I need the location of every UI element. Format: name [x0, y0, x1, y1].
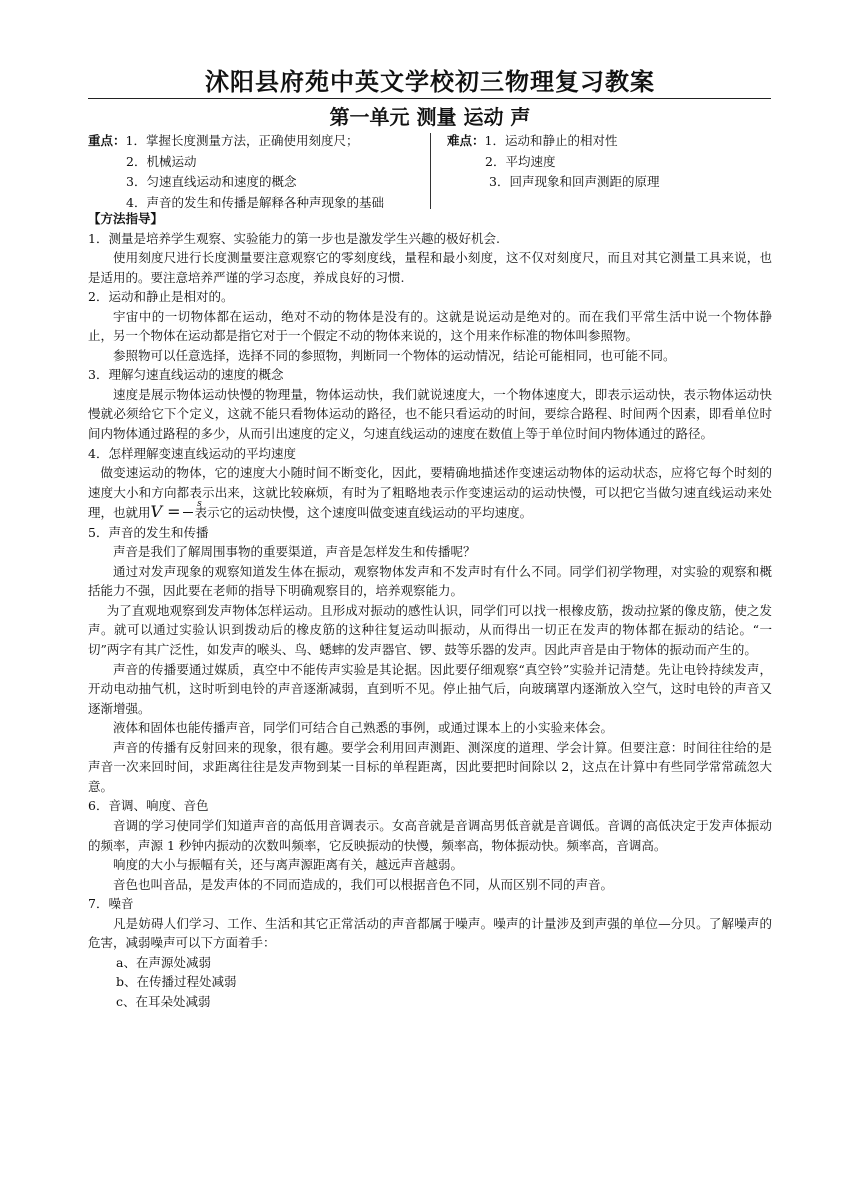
key-points: [88, 131, 384, 213]
key-points-label: 重点：: [88, 133, 126, 148]
method-heading: 【方法指导】: [88, 211, 164, 226]
paragraph-text: 表示它的运动快慢，这个速度叫做变速直线运动的平均速度。: [194, 505, 533, 521]
key-point-item: 1．掌握长度测量方法，正确使用刻度尺；: [125, 133, 359, 148]
paragraph: 音色也叫音品，是发声体的不同而造成的，我们可以根据音色不同，从而区别不同的声音。: [113, 876, 614, 892]
section-title: 3．理解匀速直线运动的速度的概念: [88, 367, 284, 383]
paragraph: 声音的传播要通过媒质，真空中不能传声实验是其论据。因此要仔细观察“真空铃”实验并记清楚。先让电铃持续发声，开动电动抽气机，这时听到电铃的声音逐渐减弱，直到听不见。停止抽气后，向玻璃罩内逐渐放入空气，这时电铃的声音又逐渐增强。: [88, 661, 772, 716]
paragraph: 音调的学习使同学们知道声音的高低用音调表示。女高音就是音调高男低音就是音调低。音调的高低决定于发声体振动的频率，声源 1 秒钟内振动的次数叫频率，它反映振动的快慢，频率高，物体振动快。频率高，音调高。: [88, 817, 772, 853]
paragraph: 速度是展示物体运动快慢的物理量，物体运动快，我们就说速度大，一个物体速度大，即表示运动快，表示物体运动快慢就必须给它下个定义，这就不能只看物体运动的路径，也不能只看运动的时间，要综合路程、时间两个因素，即看单位时间内物体通过路程的多少，从而引出速度的定义，匀速直线运动的速度在数值上等于单位时间内物体通过的路径。: [88, 386, 772, 442]
school-title: 沭阳县府苑中英文学校初三物理复习教案: [205, 68, 655, 96]
paragraph: 响度的大小与振幅有关，还与离声源距离有关，越远声音越弱。: [113, 857, 464, 873]
list-item: a、在声源处减弱: [116, 954, 211, 970]
section-title: 4．怎样理解变速直线运动的平均速度: [88, 445, 296, 461]
difficult-points: [447, 131, 659, 193]
list-item: c、在耳朵处减弱: [116, 993, 211, 1009]
paragraph-text: 做变速运动的物体，它的速度大小随时间不断变化，因此，要精确地描述作变速运动物体的运动状态，应将它每个时刻的速度大小和方向都表示出来，这就比较麻烦，有时为了粗略地表示作变速运动的运动快慢，可以把它当做匀速直线运动来处理，也就用: [88, 465, 772, 521]
key-point-item: 4．声音的发生和传播是解释各种声现象的基础: [126, 194, 384, 210]
difficult-point-item: 1．运动和静止的相对性: [484, 133, 618, 148]
paragraph: 通过对发声现象的观察知道发生体在振动，观察物体发声和不发声时有什么不同。同学们初学物理，对实验的观察和概括能力不强，因此要在老师的指导下明确观察目的，培养观察能力。: [88, 563, 772, 599]
fraction-mark: [181, 505, 195, 519]
paragraph: 宇宙中的一切物体都在运动，绝对不动的物体是没有的。这就是说运动是绝对的。而在我们平常生活中说一个物体静止，另一个物体在运动都是指它对于一个假定不动的物体来说的，这个用来作标准的物体叫参照物。: [88, 308, 772, 344]
difficult-points-label: 难点：: [447, 133, 485, 148]
difficult-point-item: 2．平均速度: [485, 153, 556, 169]
paragraph: [88, 463, 772, 523]
section-title: 1．测量是培养学生观察、实验能力的第一步也是激发学生兴趣的极好机会.: [88, 230, 500, 246]
section-title: 5．声音的发生和传播: [88, 524, 209, 540]
paragraph: 为了直观地观察到发声物体怎样运动。且形成对振动的感性认识，同学们可以找一根橡皮筋，拨动拉紧的像皮筋，使之发声。就可以通过实验认识到拨动后的橡皮筋的这种往复运动叫振动，从而得出一切正在发声的物体都在振动的结论。“一切”两字有其广泛性，如发声的喉头、鸟、蟋蟀的发声器官、锣、鼓等乐器的发声。因此声音是由于物体的振动而产生的。: [88, 602, 772, 658]
key-point-item: 2．机械运动: [126, 153, 197, 169]
average-speed-formula: V =: [150, 502, 181, 522]
paragraph: 声音是我们了解周围事物的重要渠道，声音是怎样发生和传播呢？: [113, 544, 476, 560]
paragraph: 液体和固体也能传播声音，同学们可结合自己熟悉的事例，或通过课本上的小实验来体会。: [113, 720, 614, 736]
difficult-point-item: 3．回声现象和回声测距的原理: [489, 174, 660, 190]
paragraph: 凡是妨碍人们学习、工作、生活和其它正常活动的声音都属于噪声。噪声的计量涉及到声强的单位—分贝。了解噪声的危害，减弱噪声可以下方面着手：: [88, 915, 772, 951]
header-rule: [88, 98, 771, 99]
list-item: b、在传播过程处减弱: [116, 974, 237, 990]
paragraph: 声音的传播有反射回来的现象，很有趣。要学会利用回声测距、测深度的道理、学会计算。但要注意：时间往往给的是声音一次来回时间，求距离往往是发声物到某一目标的单程距离，因此要把时间除以 2，这点在计算中有些同学常常疏忽大意。: [88, 739, 772, 794]
section-title: 6．音调、响度、音色: [88, 798, 209, 814]
method-guide: [88, 209, 772, 1011]
unit-title: 第一单元 测量 运动 声: [329, 105, 531, 129]
key-point-item: 3．匀速直线运动和速度的概念: [126, 174, 297, 190]
section-title: 7．噪音: [88, 896, 134, 912]
section-title: 2．运动和静止是相对的。: [88, 289, 234, 305]
paragraph: 参照物可以任意选择，选择不同的参照物，判断同一个物体的运动情况，结论可能相同，也可能不同。: [113, 347, 676, 363]
column-divider: [430, 133, 431, 209]
paragraph: 使用刻度尺进行长度测量要注意观察它的零刻度线，量程和最小刻度，这不仅对刻度尺，而且对其它测量工具来说，也是适用的。要注意培养严谨的学习态度，养成良好的习惯.: [88, 250, 772, 285]
